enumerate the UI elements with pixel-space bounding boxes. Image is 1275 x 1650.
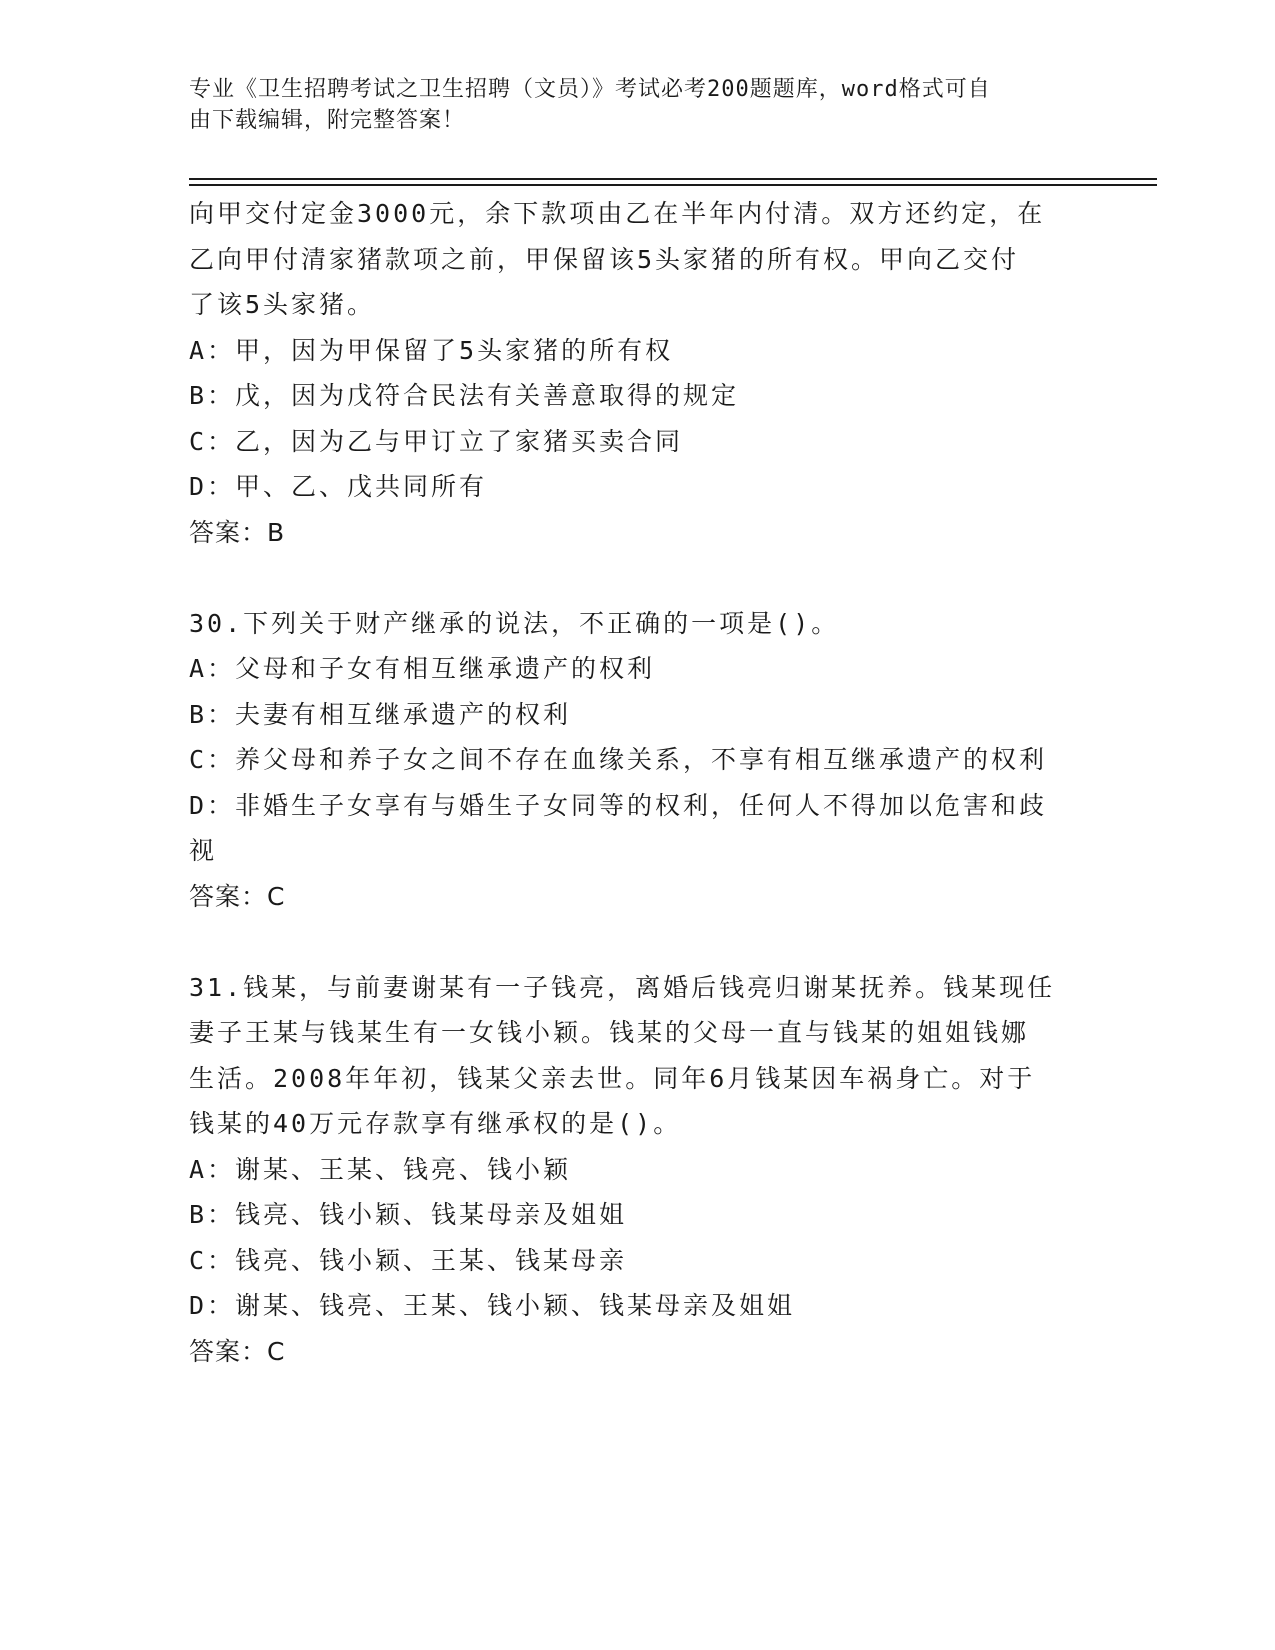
option-c: C：钱亮、钱小颖、王某、钱某母亲 <box>189 1245 628 1275</box>
question-stem-line: 生活。2008年年初，钱某父亲去世。同年6月钱某因车祸身亡。对于 <box>189 1063 1036 1093</box>
option-d: D：谢某、钱亮、王某、钱小颖、钱某母亲及姐姐 <box>189 1291 796 1320</box>
question-stem-line: 了该5头家猪。 <box>189 290 376 319</box>
header-line-2: 由下载编辑，附完整答案！ <box>189 108 466 133</box>
question-stem-line: 30.下列关于财产继承的说法，不正确的一项是()。 <box>189 608 840 638</box>
header-line-1: 专业《卫生招聘考试之卫生招聘（文员）》考试必考200题题库，word格式可自 <box>189 77 991 102</box>
spacer <box>189 555 1089 601</box>
header-divider-bottom <box>189 184 1157 186</box>
document-header <box>189 74 1069 136</box>
question-30 <box>189 601 1089 920</box>
option-b: B：钱亮、钱小颖、钱某母亲及姐姐 <box>189 1200 628 1229</box>
question-29 <box>189 191 1089 555</box>
option-a: A：谢某、王某、钱亮、钱小颖 <box>189 1154 572 1184</box>
option-d-continuation: 视 <box>189 836 218 865</box>
question-stem-line: 乙向甲付清家猪款项之前，甲保留该5头家猪的所有权。甲向乙交付 <box>189 244 1020 274</box>
spacer <box>189 919 1089 965</box>
option-c: C：养父母和养子女之间不存在血缘关系，不享有相互继承遗产的权利 <box>189 745 1048 774</box>
question-stem-line: 钱某的40万元存款享有继承权的是()。 <box>189 1109 682 1138</box>
question-stem-line: 妻子王某与钱某生有一女钱小颖。钱某的父母一直与钱某的姐姐钱娜 <box>189 1018 1030 1047</box>
answer: 答案：C <box>189 881 286 911</box>
answer: 答案：C <box>189 1336 286 1366</box>
option-c: C：乙，因为乙与甲订立了家猪买卖合同 <box>189 426 684 456</box>
question-stem-line: 向甲交付定金3000元，余下款项由乙在半年内付清。双方还约定，在 <box>189 199 1046 228</box>
option-b: B：夫妻有相互继承遗产的权利 <box>189 699 572 729</box>
question-stem-line: 31.钱某，与前妻谢某有一子钱亮，离婚后钱亮归谢某抚养。钱某现任 <box>189 972 1056 1002</box>
answer: 答案：B <box>189 517 286 547</box>
option-b: B：戊，因为戊符合民法有关善意取得的规定 <box>189 381 740 410</box>
option-a: A：甲，因为甲保留了5头家猪的所有权 <box>189 335 674 365</box>
option-d: D：非婚生子女享有与婚生子女同等的权利，任何人不得加以危害和歧 <box>189 790 1048 820</box>
document-body <box>189 191 1089 1374</box>
header-divider-top <box>189 178 1157 180</box>
option-a: A：父母和子女有相互继承遗产的权利 <box>189 654 656 683</box>
option-d: D：甲、乙、戊共同所有 <box>189 472 488 501</box>
question-31 <box>189 965 1089 1375</box>
